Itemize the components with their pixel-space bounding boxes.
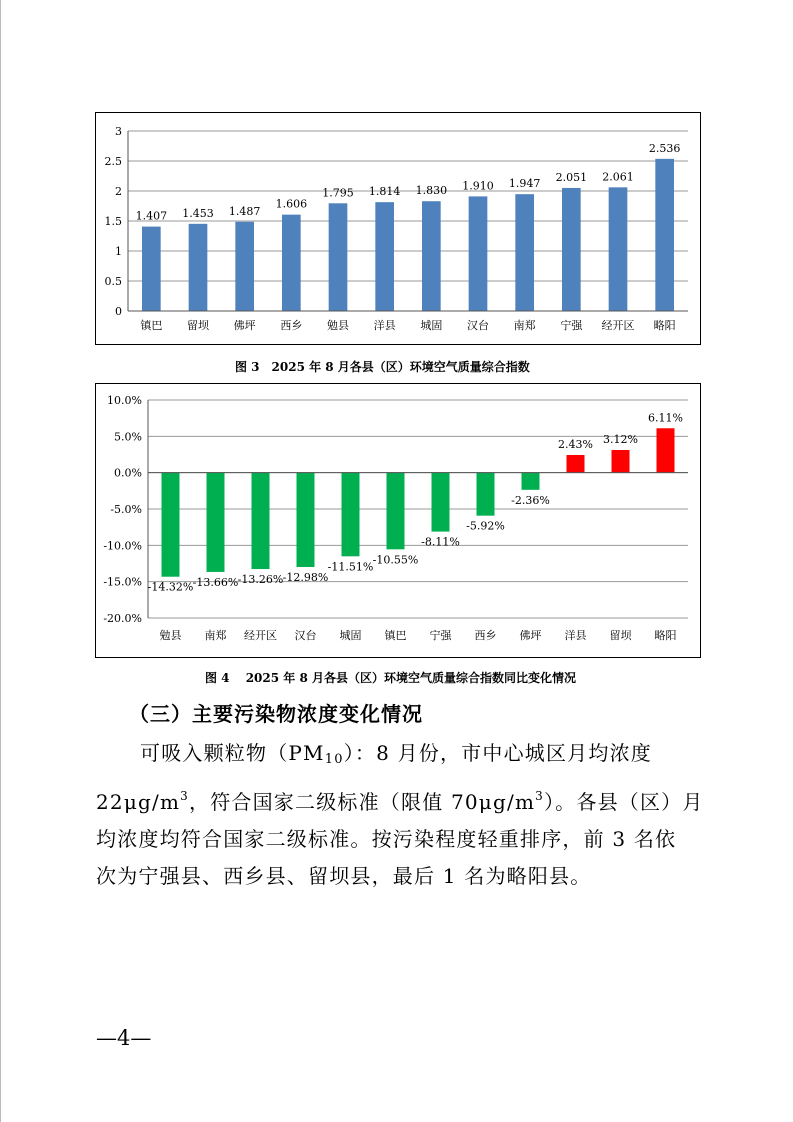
data-label: 1.830 [415, 184, 448, 198]
data-label: 2.051 [555, 170, 588, 184]
bar [189, 224, 208, 311]
bar [342, 473, 360, 557]
bar [432, 473, 450, 532]
data-label: -13.26% [237, 573, 284, 587]
y-tick-label: -15.0% [103, 575, 142, 589]
y-tick-label: 2 [115, 185, 122, 198]
x-tick-label: 经开区 [601, 319, 635, 332]
paragraph-line-2 [96, 778, 706, 821]
y-tick-label: 10.0% [107, 394, 142, 407]
paragraph-text: 22μg/m [96, 790, 181, 814]
data-label: 2.43% [558, 438, 593, 452]
paragraph-line-3: 均浓度均符合国家二级标准。按污染程度轻重排序，前 3 名依 [96, 827, 677, 851]
bar [477, 473, 495, 516]
data-label: 1.487 [228, 204, 261, 218]
data-label: -5.92% [466, 519, 505, 533]
bar [562, 188, 581, 311]
x-tick-label: 西乡 [280, 319, 303, 332]
x-tick-label: 略阳 [654, 629, 677, 642]
bar [235, 222, 254, 311]
bar [297, 473, 315, 567]
bar [612, 450, 630, 473]
y-tick-label: 0.5 [104, 275, 122, 288]
data-label: -11.51% [327, 560, 374, 574]
chart-composite-index [95, 112, 701, 345]
data-label: 3.12% [603, 432, 638, 446]
figure-4-caption: 图 4 2025 年 8 月各县（区）环境空气质量综合指数同比变化情况 [205, 671, 576, 685]
section-heading: （三）主要污染物浓度变化情况 [129, 702, 423, 726]
data-label: -14.32% [147, 580, 194, 594]
x-tick-label: 镇巴 [384, 629, 407, 642]
x-tick-label: 汉台 [467, 319, 489, 332]
superscript: 3 [535, 789, 544, 803]
x-tick-label: 宁强 [560, 319, 583, 332]
y-tick-label: -20.0% [103, 612, 142, 625]
bar [142, 227, 161, 311]
x-tick-label: 宁强 [429, 629, 452, 642]
data-label: 2.061 [602, 170, 634, 184]
bar [515, 194, 534, 311]
data-label: 1.606 [275, 197, 308, 211]
data-label: -8.11% [421, 535, 460, 549]
data-label: -10.55% [372, 553, 419, 567]
y-tick-label: -10.0% [103, 539, 142, 553]
bar [387, 473, 405, 550]
x-tick-label: 南郑 [204, 629, 227, 642]
bar [522, 473, 540, 490]
page-number: —4— [96, 1026, 152, 1050]
subscript: 10 [324, 752, 344, 767]
x-tick-label: 佛坪 [233, 319, 256, 332]
data-label: 6.11% [648, 411, 683, 425]
paragraph-text: ）。各县（区）月 [543, 790, 704, 814]
bar [567, 455, 585, 473]
bar [207, 473, 225, 572]
paragraph-text: ）：8 月份，市中心城区月均浓度 [343, 741, 652, 765]
y-tick-label: 3 [115, 125, 122, 138]
chart-composite-index-svg [96, 113, 700, 344]
y-tick-label: 1.5 [104, 215, 122, 228]
paragraph-text: 可吸入颗粒物（PM [140, 741, 325, 765]
y-tick-label: 0.0% [114, 466, 142, 480]
superscript: 3 [180, 789, 189, 803]
data-label: -13.66% [192, 575, 239, 589]
data-label: -2.36% [511, 493, 550, 507]
chart-yoy-change-svg [96, 384, 700, 657]
x-tick-label: 西乡 [474, 629, 497, 642]
bar [657, 428, 675, 472]
x-tick-label: 城固 [339, 629, 362, 642]
bar [655, 159, 674, 311]
x-tick-label: 留坝 [187, 319, 209, 332]
x-tick-label: 经开区 [244, 629, 277, 642]
data-label: -12.98% [282, 570, 329, 584]
x-tick-label: 略阳 [653, 319, 676, 332]
bar [329, 203, 348, 311]
data-label: 1.453 [182, 206, 214, 220]
y-tick-label: -5.0% [110, 503, 142, 516]
y-tick-label: 1 [115, 245, 122, 258]
body-paragraph [96, 735, 706, 895]
x-tick-label: 汉台 [294, 629, 317, 642]
x-tick-label: 洋县 [564, 629, 587, 642]
page-edge-line [0, 0, 1, 1122]
bar [469, 196, 488, 311]
x-tick-label: 留坝 [609, 629, 632, 642]
figure-3-caption: 图 3 2025 年 8 月各县（区）环境空气质量综合指数 [235, 360, 530, 374]
x-tick-label: 佛坪 [519, 629, 542, 642]
x-tick-label: 城固 [420, 319, 443, 332]
x-tick-label: 南郑 [513, 319, 536, 332]
y-tick-label: 5.0% [114, 430, 142, 444]
bar [375, 202, 394, 311]
bar [282, 215, 301, 311]
data-label: 1.947 [508, 177, 541, 191]
paragraph-line-4: 次为宁强县、西乡县、留坝县，最后 1 名为略阳县。 [96, 864, 592, 888]
data-label: 1.910 [462, 179, 494, 193]
y-tick-label: 2.5 [104, 155, 122, 168]
bar [162, 473, 180, 577]
x-tick-label: 洋县 [373, 319, 396, 332]
x-tick-label: 勉县 [159, 629, 182, 642]
bar [422, 201, 441, 311]
x-tick-label: 勉县 [327, 319, 349, 332]
data-label: 1.814 [368, 185, 401, 199]
paragraph-line-1 [96, 735, 706, 778]
y-tick-label: 0 [115, 305, 122, 318]
bar [252, 473, 270, 569]
bar [609, 187, 628, 311]
paragraph-text: ，符合国家二级标准（限值 70μg/m [189, 790, 536, 814]
x-tick-label: 镇巴 [140, 319, 163, 332]
data-label: 2.536 [648, 141, 681, 155]
chart-yoy-change [95, 383, 701, 658]
data-label: 1.407 [135, 209, 168, 223]
data-label: 1.795 [322, 186, 354, 200]
